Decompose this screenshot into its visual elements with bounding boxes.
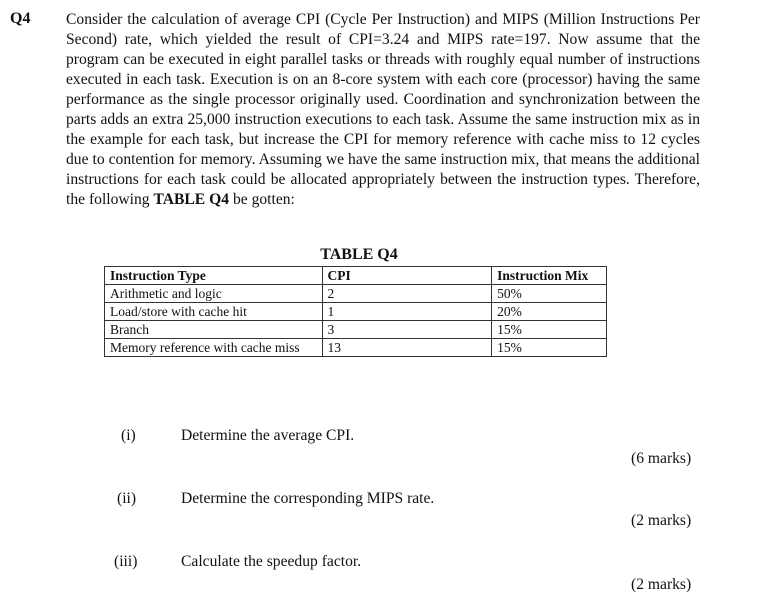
cell-instruction-type: Arithmetic and logic: [105, 285, 323, 303]
cell-instruction-mix: 15%: [492, 339, 607, 357]
cell-cpi: 3: [322, 321, 492, 339]
header-instruction-mix: Instruction Mix: [492, 267, 607, 285]
table-header-row: [105, 267, 607, 285]
cell-instruction-type: Load/store with cache hit: [105, 303, 323, 321]
question-paragraph: [66, 10, 700, 210]
cell-instruction-mix: 50%: [492, 285, 607, 303]
cell-instruction-type: Memory reference with cache miss: [105, 339, 323, 357]
instruction-table: [104, 266, 607, 357]
table-caption: TABLE Q4: [320, 246, 398, 263]
paragraph-table-reference: TABLE Q4: [153, 191, 230, 208]
marks-i: (6 marks): [631, 450, 692, 467]
paragraph-end-text: be gotten:: [232, 191, 295, 208]
cell-cpi: 13: [322, 339, 492, 357]
table-row: [105, 285, 607, 303]
part-number-iii: (iii): [114, 553, 138, 570]
table-row: [105, 303, 607, 321]
table-row: [105, 321, 607, 339]
cell-instruction-type: Branch: [105, 321, 323, 339]
cell-instruction-mix: 20%: [492, 303, 607, 321]
marks-ii: (2 marks): [631, 512, 692, 529]
cell-cpi: 1: [322, 303, 492, 321]
header-instruction-type: Instruction Type: [105, 267, 323, 285]
marks-iii: (2 marks): [631, 576, 692, 593]
part-number-ii: (ii): [117, 490, 137, 507]
header-cpi: CPI: [322, 267, 492, 285]
paragraph-main-text: Consider the calculation of average CPI (Cycle Per Instruction) and MIPS (Million Instructions Per Second) rate, which yielded the result of CPI=3.24 and MIPS rate=197. Now assume that the program can be executed in eight parallel tasks or threads with roughly equal number of instructions executed in each task. Execution is on an 8-core system with each core (processor) having the same performance as the single processor originally used. Coordination and synchronization between the parts adds an extra 25,000 instruction executions to each task. Assume the same instruction mix as in the example for each task, but increase the CPI for memory reference with cache miss to 12 cycles due to contention for memory. Assuming we have the same instruction mix, that means the additional instructions for each task could be allocated appropriately between the instruction types. Therefore, the following: [66, 11, 700, 208]
table-row: [105, 339, 607, 357]
part-number-i: (i): [121, 427, 136, 444]
question-number: Q4: [10, 10, 31, 27]
cell-cpi: 2: [322, 285, 492, 303]
part-text-i: Determine the average CPI.: [181, 427, 355, 444]
cell-instruction-mix: 15%: [492, 321, 607, 339]
part-text-iii: Calculate the speedup factor.: [181, 553, 362, 570]
part-text-ii: Determine the corresponding MIPS rate.: [181, 490, 435, 507]
